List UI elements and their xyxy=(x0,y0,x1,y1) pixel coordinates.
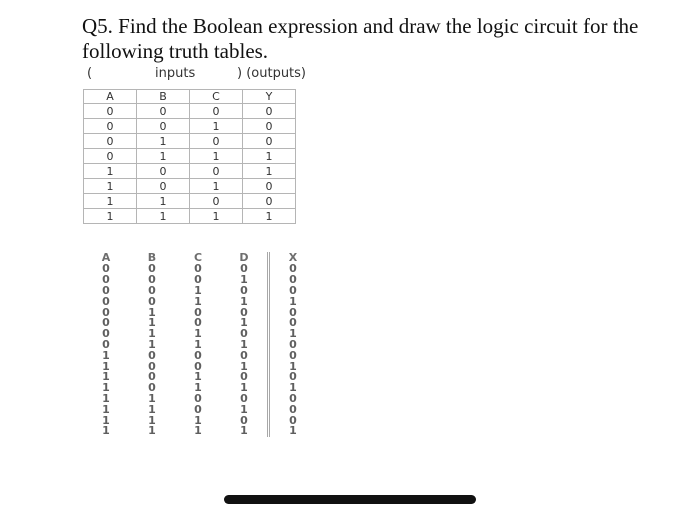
table1-header-row xyxy=(84,90,296,104)
table-cell: 0 xyxy=(137,164,190,179)
table-cell: 1 xyxy=(137,134,190,149)
table-cell: 1 xyxy=(289,294,297,308)
table-cell: 0 xyxy=(84,149,137,164)
table-cell: 1 xyxy=(190,179,243,194)
home-indicator[interactable] xyxy=(224,495,476,504)
table-cell: 1 xyxy=(194,327,202,341)
table-cell: 1 xyxy=(148,391,156,405)
column-header-b: B xyxy=(147,251,157,264)
table-cell: 1 xyxy=(102,424,110,438)
table-cell: 1 xyxy=(221,383,269,394)
table-cell: 1 xyxy=(221,361,269,372)
table-cell: 1 xyxy=(102,359,110,373)
table-cell: 0 xyxy=(221,264,269,275)
truth-table-1 xyxy=(83,89,296,224)
table-cell: 1 xyxy=(84,209,137,224)
table-row xyxy=(84,194,296,209)
table-cell: 1 xyxy=(194,337,202,351)
table-cell: 0 xyxy=(221,415,269,426)
table-cell: 1 xyxy=(102,413,110,427)
table-cell: 0 xyxy=(194,391,202,405)
table-cell: 0 xyxy=(148,273,156,287)
table-cell: 1 xyxy=(243,209,296,224)
column-header-b: B xyxy=(137,90,190,104)
inputs-label: inputs xyxy=(155,66,196,81)
table-cell: 0 xyxy=(102,337,110,351)
table-cell: 1 xyxy=(194,413,202,427)
table-cell: 0 xyxy=(221,372,269,383)
table-cell: 0 xyxy=(148,283,156,297)
table-cell: 1 xyxy=(84,194,137,209)
table-cell: 0 xyxy=(148,348,156,362)
table-cell: 0 xyxy=(102,262,110,276)
table-cell: 1 xyxy=(221,318,269,329)
table-cell: 0 xyxy=(102,316,110,330)
table-cell: 0 xyxy=(289,391,297,405)
table-cell: 0 xyxy=(243,134,296,149)
table1-group-labels xyxy=(83,66,313,86)
table-cell: 0 xyxy=(194,402,202,416)
table-cell: 1 xyxy=(148,424,156,438)
table-cell: 0 xyxy=(102,294,110,308)
column-header-a: A xyxy=(101,251,111,264)
table-cell: 0 xyxy=(137,179,190,194)
table-cell: 0 xyxy=(289,337,297,351)
table-cell: 1 xyxy=(289,381,297,395)
table-cell: 0 xyxy=(289,413,297,427)
table-cell: 0 xyxy=(243,194,296,209)
outputs-label: ) (outputs) xyxy=(237,66,306,81)
table-cell: 1 xyxy=(221,404,269,415)
table-cell: 0 xyxy=(221,394,269,405)
table-cell: 1 xyxy=(194,381,202,395)
table-cell: 1 xyxy=(102,348,110,362)
table-cell: 0 xyxy=(102,305,110,319)
table-cell: 0 xyxy=(190,194,243,209)
table-cell: 1 xyxy=(148,316,156,330)
question-text: Q5. Find the Boolean expression and draw the logic circuit for the following truth tables. xyxy=(82,14,639,63)
table-cell: 1 xyxy=(137,149,190,164)
table-cell: 0 xyxy=(190,104,243,119)
table-row xyxy=(84,209,296,224)
table-cell: 0 xyxy=(194,359,202,373)
table-cell: 0 xyxy=(148,294,156,308)
column-header-a: A xyxy=(84,90,137,104)
table-cell: 0 xyxy=(289,402,297,416)
table-row xyxy=(84,119,296,134)
table-cell: 0 xyxy=(84,104,137,119)
table-cell: 1 xyxy=(194,294,202,308)
table-cell: 0 xyxy=(137,104,190,119)
table-cell: 0 xyxy=(221,307,269,318)
column-header-c: C xyxy=(193,251,203,264)
table-row xyxy=(84,149,296,164)
table-cell: 0 xyxy=(102,273,110,287)
table-cell: 0 xyxy=(194,348,202,362)
table-cell: 1 xyxy=(289,424,297,438)
table-cell: 1 xyxy=(148,327,156,341)
table-cell: 1 xyxy=(102,402,110,416)
truth-table-2 xyxy=(83,252,316,437)
table-cell: 1 xyxy=(84,164,137,179)
table-cell: 0 xyxy=(243,119,296,134)
table-cell: 0 xyxy=(148,262,156,276)
open-paren: ( xyxy=(87,66,93,81)
column-header-c: C xyxy=(190,90,243,104)
table-row xyxy=(84,104,296,119)
table-cell: 0 xyxy=(84,119,137,134)
table-cell: 1 xyxy=(194,283,202,297)
table-cell: 1 xyxy=(243,164,296,179)
table-cell: 0 xyxy=(137,119,190,134)
table-cell: 1 xyxy=(194,424,202,438)
table-cell: 1 xyxy=(137,194,190,209)
table-cell: 1 xyxy=(148,413,156,427)
table-cell: 0 xyxy=(148,370,156,384)
table-cell: 1 xyxy=(190,209,243,224)
table-cell: 0 xyxy=(221,286,269,297)
column-header-y: Y xyxy=(243,90,296,104)
table-cell: 1 xyxy=(221,340,269,351)
table-cell: 1 xyxy=(221,426,269,437)
table-cell: 0 xyxy=(194,305,202,319)
table-cell: 1 xyxy=(243,149,296,164)
table-cell: 0 xyxy=(243,104,296,119)
table-cell: 0 xyxy=(289,262,297,276)
table-cell: 0 xyxy=(190,164,243,179)
table-cell: 1 xyxy=(84,179,137,194)
table-cell: 1 xyxy=(137,209,190,224)
table-cell: 1 xyxy=(190,149,243,164)
table-cell: 0 xyxy=(289,348,297,362)
table-row xyxy=(84,134,296,149)
table-cell: 0 xyxy=(289,305,297,319)
table-cell: 1 xyxy=(102,391,110,405)
table-cell: 0 xyxy=(194,273,202,287)
table-cell: 1 xyxy=(289,359,297,373)
column-header-x: X xyxy=(288,251,298,264)
table-cell: 0 xyxy=(289,370,297,384)
table-cell: 0 xyxy=(102,283,110,297)
table-cell: 1 xyxy=(221,275,269,286)
table-row xyxy=(83,426,316,437)
table-cell: 1 xyxy=(221,296,269,307)
table-cell: 0 xyxy=(102,327,110,341)
table-cell: 1 xyxy=(148,337,156,351)
table-cell: 0 xyxy=(194,316,202,330)
table-cell: 0 xyxy=(289,316,297,330)
table-row xyxy=(84,179,296,194)
table-cell: 1 xyxy=(148,402,156,416)
table-cell: 0 xyxy=(84,134,137,149)
table-cell: 0 xyxy=(221,329,269,340)
table-cell: 0 xyxy=(190,134,243,149)
table-cell: 0 xyxy=(289,283,297,297)
table-cell: 0 xyxy=(148,381,156,395)
column-header-d: D xyxy=(221,252,269,264)
table-cell: 0 xyxy=(289,273,297,287)
table-cell: 0 xyxy=(221,350,269,361)
table-cell: 1 xyxy=(289,327,297,341)
table-cell: 0 xyxy=(243,179,296,194)
table-cell: 1 xyxy=(190,119,243,134)
table-cell: 0 xyxy=(148,359,156,373)
table-cell: 0 xyxy=(194,262,202,276)
table-cell: 1 xyxy=(102,370,110,384)
table-cell: 1 xyxy=(148,305,156,319)
table-cell: 1 xyxy=(102,381,110,395)
table-cell: 1 xyxy=(194,370,202,384)
table-row xyxy=(84,164,296,179)
